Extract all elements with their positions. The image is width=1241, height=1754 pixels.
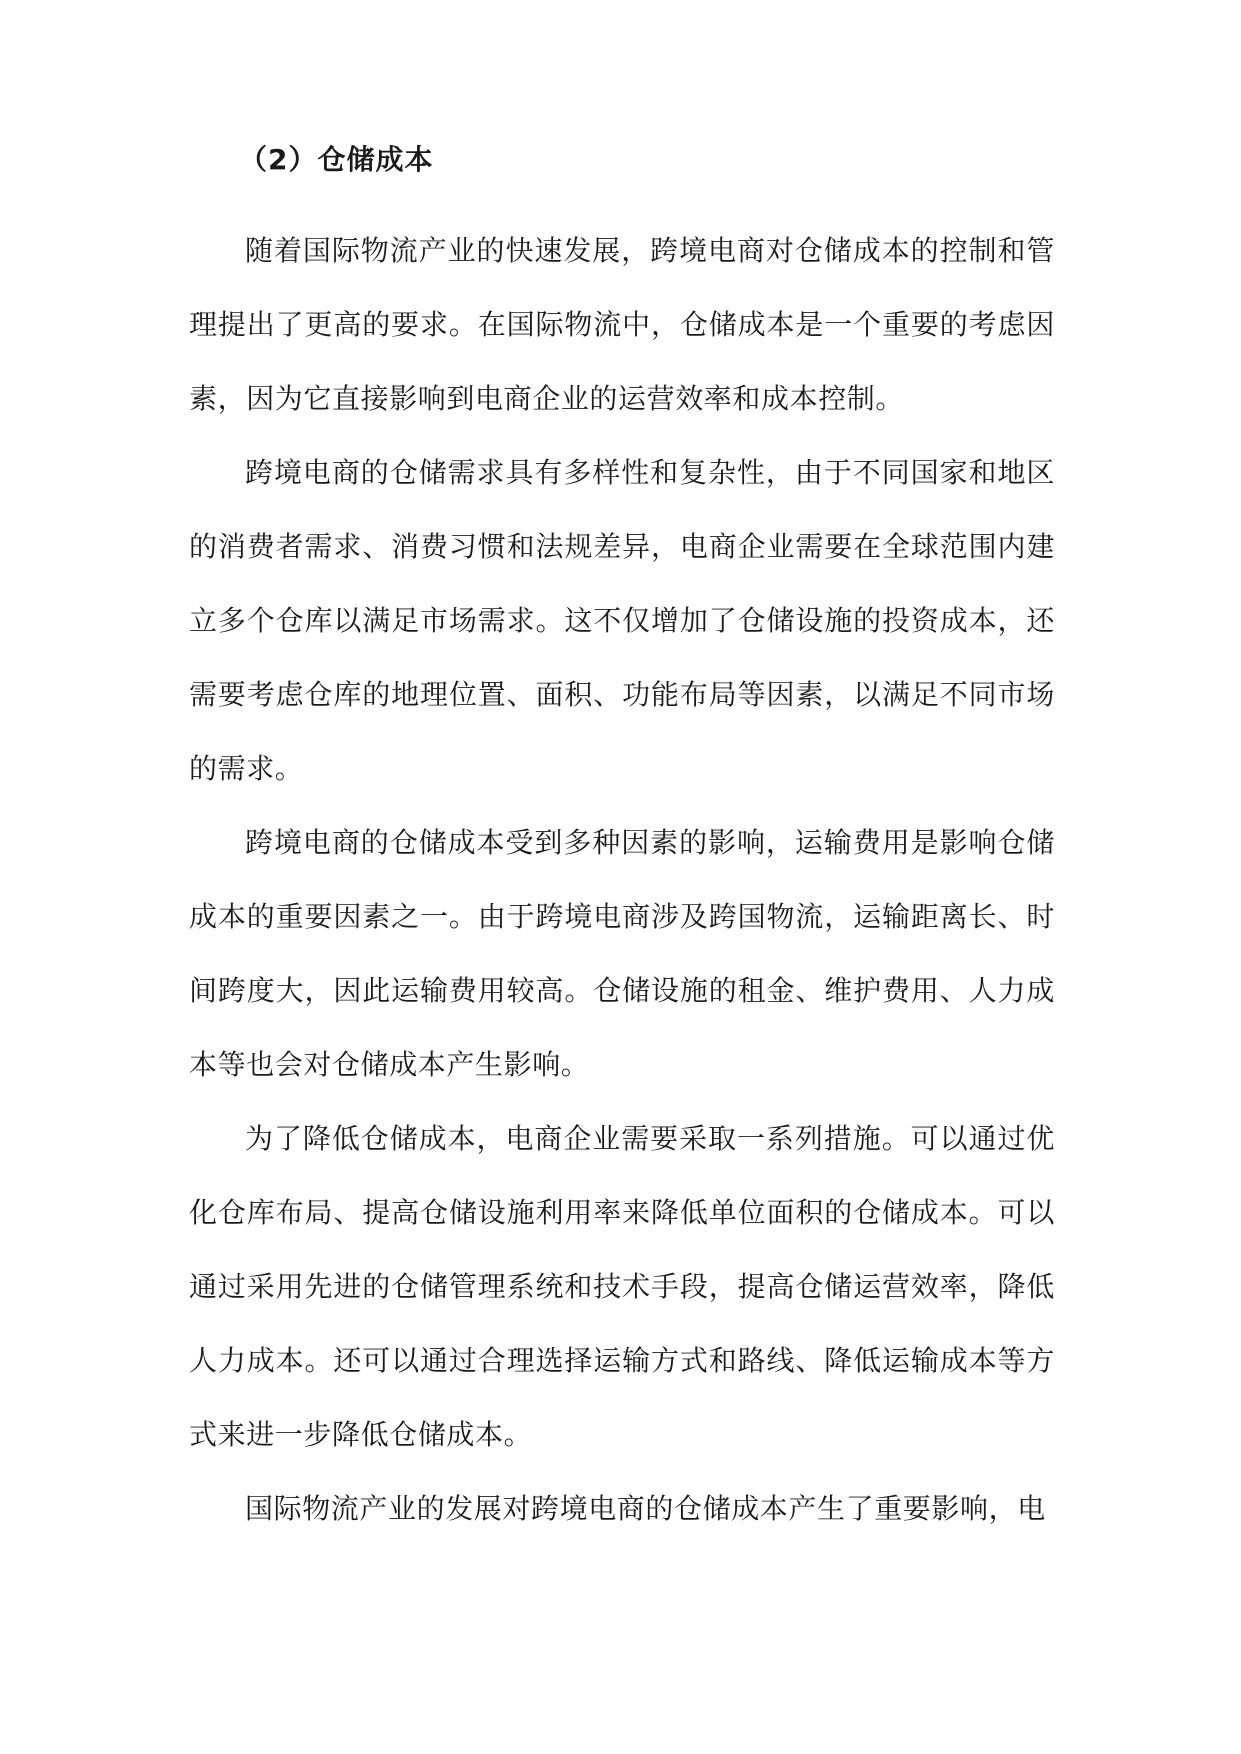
paragraph-1: 随着国际物流产业的快速发展，跨境电商对仓储成本的控制和管理提出了更高的要求。在国际物流中，仓储成本是一个重要的考虑因素，因为它直接影响到电商企业的运营效率和成本控制。 [189,234,1055,415]
paragraph-5: 国际物流产业的发展对跨境电商的仓储成本产生了重要影响，电 [245,1492,1046,1525]
paragraph-2: 跨境电商的仓储需求具有多样性和复杂性，由于不同国家和地区的消费者需求、消费习惯和法规差异，电商企业需要在全球范围内建立多个仓库以满足市场需求。这不仅增加了仓储设施的投资成本，还需要考虑仓库的地理位置、面积、功能布局等因素，以满足不同市场的需求。 [189,456,1055,785]
section-heading: （2）仓储成本 [239,143,434,176]
paragraph-4: 为了降低仓储成本，电商企业需要采取一系列措施。可以通过优化仓库布局、提高仓储设施利用率来降低单位面积的仓储成本。可以通过采用先进的仓储管理系统和技术手段，提高仓储运营效率，降低人力成本。还可以通过合理选择运输方式和路线、降低运输成本等方式来进一步降低仓储成本。 [189,1122,1055,1451]
document-page [189,140,1055,1546]
paragraph-3: 跨境电商的仓储成本受到多种因素的影响，运输费用是影响仓储成本的重要因素之一。由于跨境电商涉及跨国物流，运输距离长、时间跨度大，因此运输费用较高。仓储设施的租金、维护费用、人力成本等也会对仓储成本产生影响。 [189,826,1055,1081]
